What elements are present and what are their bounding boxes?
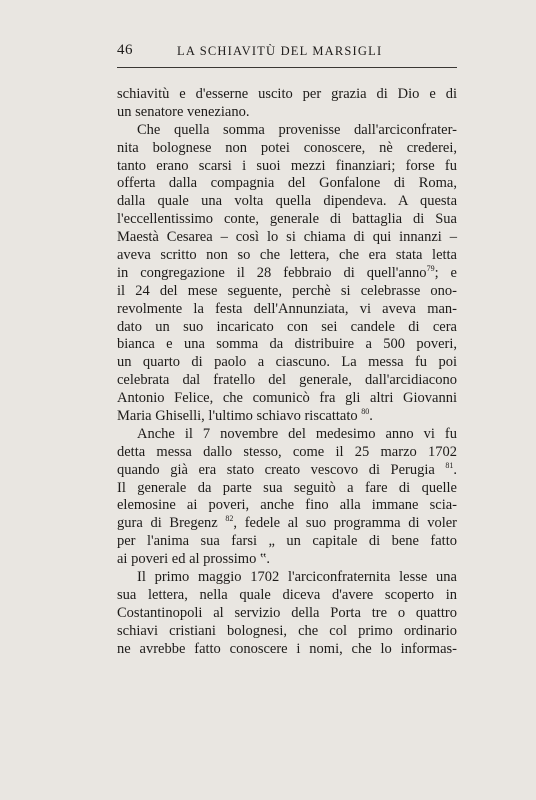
text-line: [117, 247, 457, 265]
text-line: [117, 641, 457, 659]
line-text: per l'anima sua farsi „ un capitale di bene fatto: [117, 533, 457, 550]
text-line: [117, 390, 457, 408]
text-line: [117, 426, 457, 444]
text-line: [117, 515, 457, 533]
text-line: [117, 551, 457, 569]
line-text: nita bolognese non potei conoscere, nè crederei,: [117, 139, 457, 156]
text-line: [117, 229, 457, 247]
running-header: [117, 42, 457, 64]
running-title: LA SCHIAVITÙ DEL MARSIGLI: [177, 44, 383, 58]
line-text: dato un suo incaricato con sei candele di cera: [117, 318, 457, 335]
line-text: Antonio Felice, che comunicò fra gli altri Giovanni: [117, 390, 457, 407]
text-line: [117, 104, 457, 122]
text-line: [117, 336, 457, 354]
line-text: ne avrebbe fatto conoscere i nomi, che lo informas-: [117, 640, 457, 657]
line-text: Maestà Cesarea – così lo si chiama di qui innanzi –: [117, 229, 457, 246]
line-text: offerta dalla compagnia del Gonfalone di Roma,: [117, 175, 457, 192]
text-line: [117, 319, 457, 337]
line-text: schiavi cristiani bolognesi, che col primo ordinario: [117, 622, 457, 639]
footnote-ref: 79: [426, 263, 435, 273]
text-line: [117, 605, 457, 623]
line-text: Il primo maggio 1702 l'arciconfraternita lesse una: [137, 569, 457, 586]
line-text: Anche il 7 novembre del medesimo anno vi fu: [137, 425, 457, 442]
line-text: elemosine ai poveri, anche fino alla immane scia-: [117, 497, 457, 514]
line-text: il 24 del mese seguente, perchè si celebrasse ono-: [117, 282, 457, 299]
line-text: celebrata dal fratello del generale, dall'arcidiacono: [117, 372, 457, 389]
line-text: un senatore veneziano.: [117, 103, 250, 120]
body-text: [117, 86, 457, 659]
text-line: [117, 372, 457, 390]
text-line: [117, 122, 457, 140]
line-text: Il generale da parte sua seguitò a fare di quelle: [117, 479, 457, 496]
text-line: [117, 444, 457, 462]
line-text-tail: ; e: [434, 264, 457, 281]
text-line: [117, 462, 457, 480]
line-text-tail: , fedele al suo programma di voler: [233, 515, 457, 532]
line-text: quando già era stato creato vescovo di Perugia: [117, 461, 446, 478]
line-text: Che quella somma provenisse dall'arciconfrater-: [137, 121, 457, 138]
text-line: [117, 301, 457, 319]
text-line: [117, 623, 457, 641]
text-line: [117, 158, 457, 176]
text-line: [117, 587, 457, 605]
line-text: ai poveri ed al prossimo ‟.: [117, 551, 271, 568]
text-line: [117, 175, 457, 193]
text-line: [117, 354, 457, 372]
text-line: [117, 211, 457, 229]
line-text-tail: .: [453, 461, 457, 478]
text-line: [117, 497, 457, 515]
text-line: [117, 533, 457, 551]
footnote-ref: 80: [361, 407, 370, 417]
paragraph: [117, 122, 457, 426]
text-line: [117, 265, 457, 283]
text-line: [117, 480, 457, 498]
paragraph: [117, 569, 457, 658]
text-line: [117, 408, 457, 426]
paragraph: [117, 426, 457, 569]
header-rule: [117, 67, 457, 68]
line-text: Costantinopoli al servizio della Porta tre o quattro: [117, 604, 457, 621]
line-text: Maria Ghiselli, l'ultimo schiavo riscattato: [117, 408, 362, 425]
line-text: sua lettera, nella quale diceva d'avere scoperto in: [117, 586, 457, 603]
line-text: dalla quale una volta quella dipendeva. A questa: [117, 193, 457, 210]
text-line: [117, 140, 457, 158]
page-number: 46: [117, 42, 133, 58]
line-text: schiavitù e d'esserne uscito per grazia di Dio e di: [117, 86, 457, 102]
line-text: l'eccellentissimo conte, generale di battaglia di Sua: [117, 211, 457, 228]
footnote-ref: 82: [225, 514, 234, 524]
paragraph: [117, 86, 457, 122]
line-text: un quarto di paolo a ciascuno. La messa fu poi: [117, 354, 457, 371]
line-text: in congregazione il 28 febbraio di quell'anno: [117, 264, 427, 281]
text-line: [117, 193, 457, 211]
text-line: [117, 569, 457, 587]
line-text: revolmente la festa dell'Annunziata, vi aveva man-: [117, 300, 457, 317]
line-text-tail: .: [369, 408, 373, 425]
footnote-ref: 81: [445, 460, 454, 470]
line-text: gura di Bregenz: [117, 515, 226, 532]
text-line: [117, 283, 457, 301]
line-text: tanto erano scarsi i suoi mezzi finanziari; forse fu: [117, 157, 457, 174]
text-line: [117, 86, 457, 104]
line-text: detta messa dallo stesso, come il 25 marzo 1702: [117, 443, 457, 460]
line-text: aveva scritto non so che lettera, che era stata letta: [117, 247, 457, 264]
line-text: bianca e una somma da distribuire a 500 poveri,: [117, 336, 457, 353]
